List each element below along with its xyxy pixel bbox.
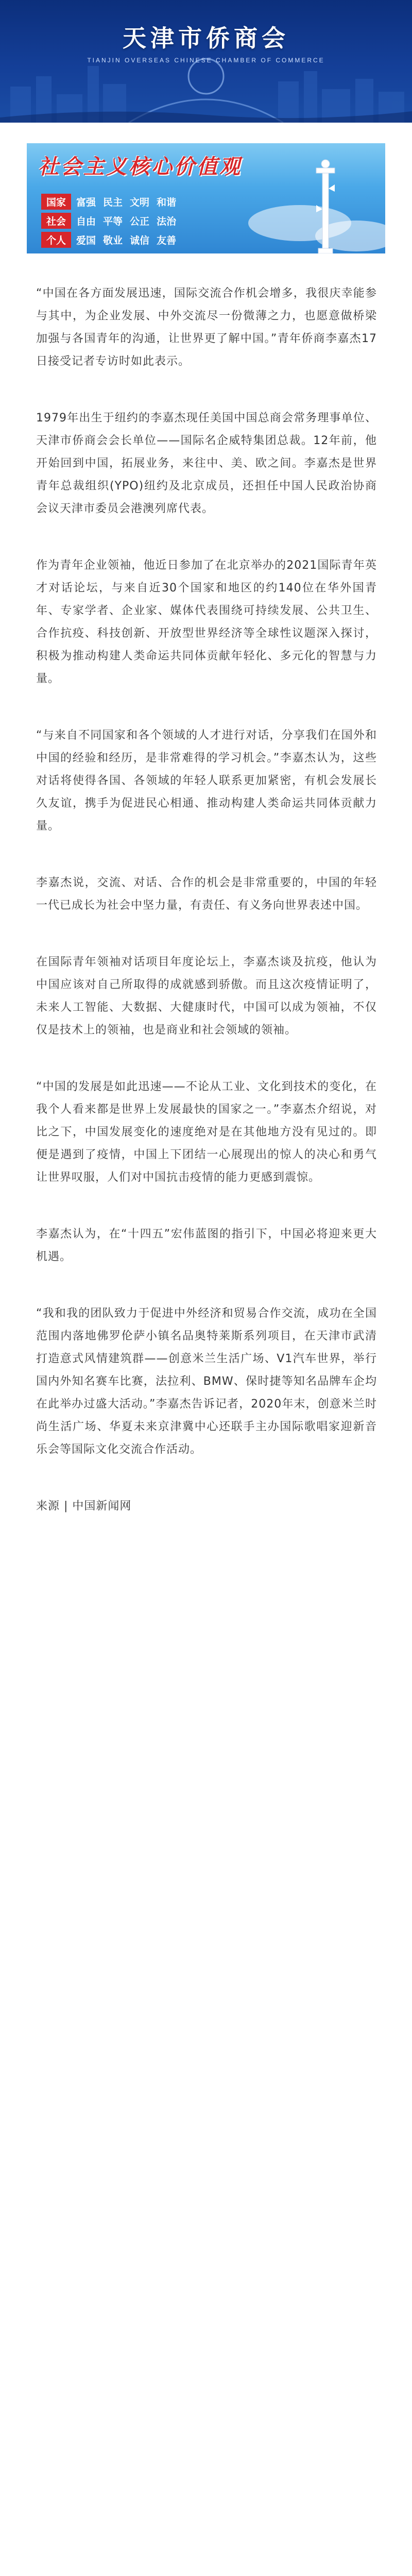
value-item: 平等 [103,216,123,227]
article-paragraph: “与来自不同国家和各个领域的人才进行对话，分享我们在国外和中国的经验和经历，是非常难得的学习机会。”李嘉杰认为，这些对话将使得各国、各领域的年轻人联系更加紧密，有机会发展长久友谊，携手为促进民心相通、推动构建人类命运共同体贡献力量。 [36,729,377,833]
core-values-banner [27,143,385,253]
values-category: 社会 [41,213,71,229]
value-item: 诚信 [130,235,150,246]
value-item: 友善 [157,235,177,246]
values-row [41,213,178,229]
header-banner [0,0,412,123]
article-paragraph: “我和我的团队致力于促进中外经济和贸易合作交流，成功在全国范围内落地佛罗伦萨小镇名品奥特莱斯系列项目，在天津市武清打造意式风情建筑群——创意米兰生活广场、V1汽车世界，举行国内外知名赛车比赛，法拉利、BMW、保时捷等知名品牌车企均在此举办过盛大活动。”李嘉杰告诉记者，2020年末，创意米兰时尚生活广场、华夏未来京津冀中心还联手主办国际歌唱家迎新音乐会等国际文化交流合作活动。 [36,1307,377,1456]
value-item: 自由 [76,216,96,227]
article-paragraph: 作为青年企业领袖，他近日参加了在北京举办的2021国际青年英才对话论坛，与来自近30个国家和地区的约140位在华外国青年、专家学者、企业家、媒体代表围绕可持续发展、公共卫生、合作抗疫、科技创新、开放型世界经济等全球性议题深入探讨，积极为推动构建人类命运共同体贡献年轻化、多元化的智慧与力量。 [36,559,377,685]
article-source: 来源 | 中国新闻网 [36,1500,132,1513]
values-row [41,194,178,210]
org-subtitle: TIANJIN OVERSEAS CHINESE CHAMBER OF COMMERCE [87,57,325,64]
values-row [41,232,178,248]
article-paragraph: 在国际青年领袖对话项目年度论坛上，李嘉杰谈及抗疫，他认为中国应该对自己所取得的成就感到骄傲。而且这次疫情证明了，未来人工智能、大数据、大健康时代，中国可以成为领袖，不仅仅是技术上的领袖，也是商业和社会领域的领袖。 [36,956,377,1037]
article-paragraph: “中国在各方面发展迅速，国际交流合作机会增多，我很庆幸能参与其中，为企业发展、中外交流尽一份微薄之力，也愿意做桥梁加强与各国青年的沟通，让世界更了解中国。”青年侨商李嘉杰17日接受记者专访时如此表示。 [36,287,377,368]
values-category: 国家 [41,194,71,210]
huabiao-pillar-icon [315,158,336,253]
org-title: 天津市侨商会 [123,24,289,52]
value-item: 敬业 [103,235,123,246]
article-paragraph: 李嘉杰说，交流、对话、合作的机会是非常重要的，中国的年轻一代已成长为社会中坚力量，有责任、有义务向世界表述中国。 [36,876,377,912]
value-item: 公正 [130,216,150,227]
article-paragraph: “中国的发展是如此迅速——不论从工业、文化到技术的变化，在我个人看来都是世界上发展最快的国家之一。”李嘉杰介绍说，对比之下，中国发展变化的速度绝对是在其他地方没有见过的。即便是遇到了疫情，中国上下团结一心展现出的惊人的决心和勇气让世界叹服，人们对中国抗击疫情的能力更感到震惊。 [36,1080,377,1184]
article-paragraph: 李嘉杰认为，在“十四五”宏伟蓝图的指引下，中国必将迎来更大机遇。 [36,1228,377,1263]
value-item: 富强 [76,197,96,208]
value-item: 文明 [130,197,150,208]
value-item: 民主 [103,197,123,208]
value-item: 爱国 [76,235,96,246]
value-item: 法治 [157,216,177,227]
value-item: 和谐 [157,197,177,208]
article-body [36,282,377,1518]
values-category: 个人 [41,232,71,248]
values-grid [38,191,181,251]
values-heading: 社会主义核心价值观 [38,155,242,179]
article-paragraph: 1979年出生于纽约的李嘉杰现任美国中国总商会常务理事单位、天津市侨商会会长单位——国际名企威特集团总裁。12年前，他开始回到中国，拓展业务，来往中、美、欧之间。李嘉杰是世界青年总裁组织(YPO)纽约及北京成员，还担任中国人民政治协商会议天津市委员会港澳列席代表。 [36,412,377,515]
